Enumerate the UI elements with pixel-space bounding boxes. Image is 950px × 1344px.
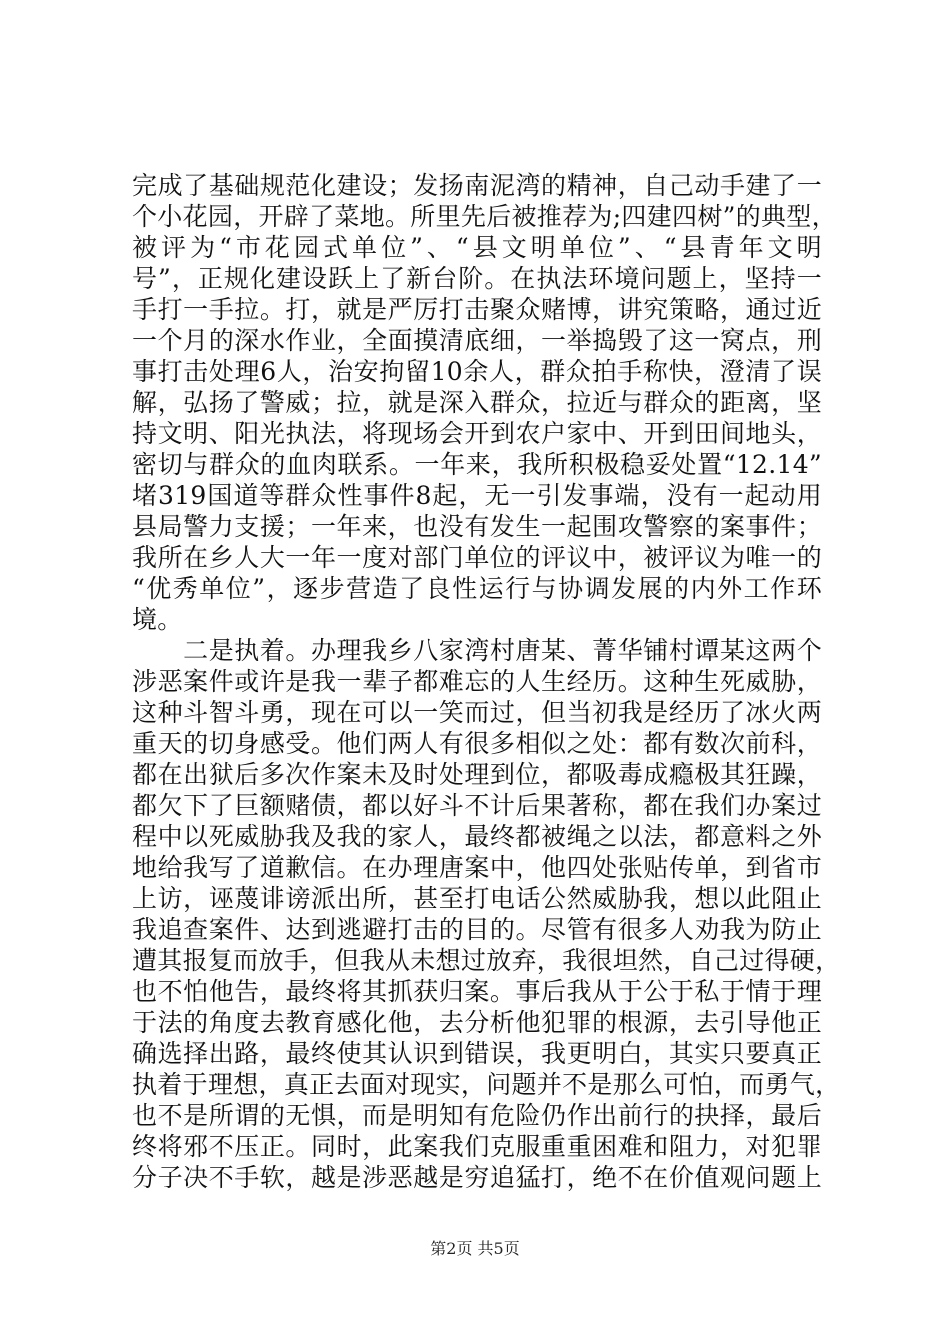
text-line: 我追查案件、达到逃避打击的目的。尽管有很多人劝我为防止 xyxy=(132,915,822,944)
text-line: 个小花园，开辟了菜地。所里先后被推荐为;四建四树”的典型， xyxy=(132,202,837,231)
text-line: 终将邪不压正。同时，此案我们克服重重困难和阻力，对犯罪 xyxy=(132,1132,822,1161)
text-line: 于法的角度去教育感化他，去分析他犯罪的根源，去引导他正 xyxy=(132,1008,822,1037)
text-line: 执着于理想，真正去面对现实，问题并不是那么可怕，而勇气， xyxy=(132,1070,841,1099)
text-line: 我所在乡人大一年一度对部门单位的评议中，被评议为唯一的 xyxy=(132,543,822,572)
text-line: 这种斗智斗勇，现在可以一笑而过，但当初我是经历了冰火两 xyxy=(132,698,822,727)
text-line: 也不是所谓的无惧，而是明知有危险仍作出前行的抉择，最后 xyxy=(132,1101,822,1130)
text-line: 都在出狱后多次作案未及时处理到位，都吸毒成瘾极其狂躁， xyxy=(132,760,822,789)
text-line: “优秀单位”，逐步营造了良性运行与协调发展的内外工作环 xyxy=(132,574,822,603)
text-line: 都欠下了巨额赌债，都以好斗不计后果著称，都在我们办案过 xyxy=(132,791,822,820)
text-line: 完成了基础规范化建设；发扬南泥湾的精神，自己动手建了一 xyxy=(132,171,822,200)
page-footer xyxy=(0,1238,950,1260)
text-line: 涉恶案件或许是我一辈子都难忘的人生经历。这种生死威胁， xyxy=(132,667,822,696)
text-line: 也不怕他告，最终将其抓获归案。事后我从于公于私于情于理 xyxy=(132,977,822,1006)
body-text xyxy=(132,170,841,1193)
text-line: 密切与群众的血肉联系。一年来，我所积极稳妥处置“12.14” xyxy=(132,450,822,479)
text-line-paragraph-end: 境。 xyxy=(132,605,183,634)
text-line: 分子决不手软，越是涉恶越是穷追猛打，绝不在价值观问题上 xyxy=(132,1163,822,1192)
text-line: 确选择出路，最终使其认识到错误，我更明白，其实只要真正 xyxy=(132,1039,822,1068)
text-line-paragraph-start: 二是执着。办理我乡八家湾村唐某、菁华铺村谭某这两个 xyxy=(132,636,822,665)
text-line: 程中以死威胁我及我的家人，最终都被绳之以法，都意料之外 xyxy=(132,822,822,851)
page-number-label: 第2页 共5页 xyxy=(430,1239,520,1258)
text-line: 堵319国道等群众性事件8起，无一引发事端，没有一起动用 xyxy=(132,481,822,510)
text-line: 重天的切身感受。他们两人有很多相似之处：都有数次前科， xyxy=(132,729,822,758)
text-line: 县局警力支援；一年来，也没有发生一起围攻警察的案事件； xyxy=(132,512,822,541)
text-line: 手打一手拉。打，就是严厉打击聚众赌博，讲究策略，通过近 xyxy=(132,295,822,324)
text-line: 一个月的深水作业，全面摸清底细，一举捣毁了这一窝点，刑 xyxy=(132,326,822,355)
text-line: 遭其报复而放手，但我从未想过放弃，我很坦然，自己过得硬， xyxy=(132,946,841,975)
text-line: 事打击处理6人，治安拘留10余人，群众拍手称快，澄清了误 xyxy=(132,357,822,386)
text-line: 号”，正规化建设跃上了新台阶。在执法环境问题上，坚持一 xyxy=(132,264,822,293)
text-line: 上访，诬蔑诽谤派出所，甚至打电话公然威胁我，想以此阻止 xyxy=(132,884,822,913)
text-line: 地给我写了道歉信。在办理唐案中，他四处张贴传单，到省市 xyxy=(132,853,822,882)
text-line: 解，弘扬了警威；拉，就是深入群众，拉近与群众的距离，坚 xyxy=(132,388,822,417)
text-line: 持文明、阳光执法，将现场会开到农户家中、开到田间地头， xyxy=(132,419,822,448)
text-line: 被评为“市花园式单位”、“县文明单位”、“县青年文明 xyxy=(132,233,822,262)
